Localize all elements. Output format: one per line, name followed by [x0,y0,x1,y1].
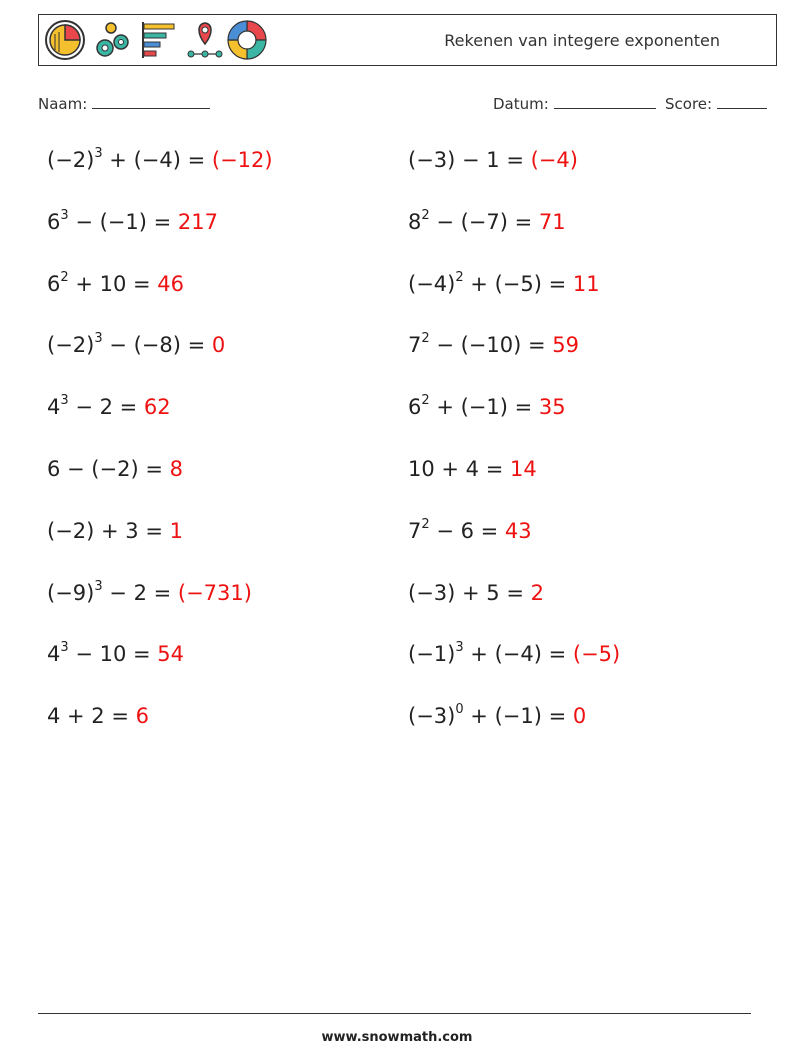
problem-expression: (−2) [47,333,95,358]
problem-exponent: 2 [60,269,69,285]
problem-expression: 4 [47,642,61,667]
date-field [493,94,656,113]
problem-12 [408,457,537,481]
problem-15 [47,578,252,605]
name-blank [92,94,210,109]
problem-exponent: 3 [94,578,103,594]
problem-expression: (−3) − 1 = [408,148,531,172]
problem-1 [47,148,273,172]
name-label: Naam: [38,95,88,113]
problem-exponent: 2 [421,516,430,532]
footer-divider [38,1013,751,1014]
problem-expression: 4 + 2 = [47,704,136,729]
worksheet-title: Rekenen van integere exponenten [444,31,720,50]
problem-answer: 8 [169,457,183,481]
problem-expression-rest: + (−1) = [463,704,573,729]
problem-19 [47,704,149,728]
problem-answer: 0 [572,704,587,729]
worksheet-header [38,14,777,66]
donut-chart-icon [225,18,269,62]
problem-exponent: 3 [60,640,69,656]
problem-17 [47,642,184,666]
problem-3 [47,207,218,234]
problem-expression-rest: − (−1) = [68,209,178,234]
problem-exponent: 2 [421,331,430,347]
problem-answer: 6 [135,704,149,729]
score-blank [717,94,767,109]
problem-expression-rest: − 2 = [68,395,144,420]
problem-answer: (−12) [211,148,273,172]
pie-chart-icon [43,18,87,62]
problem-expression-rest: + 10 = [68,271,158,296]
problem-answer: 62 [143,395,171,420]
problem-exponent: 3 [60,207,69,223]
problem-expression: 6 [408,395,422,420]
problem-expression: 7 [408,518,422,543]
problem-4 [408,207,566,234]
problem-2 [408,148,578,172]
problem-7 [47,333,225,357]
problem-expression-rest: − (−10) = [429,333,553,358]
problem-answer: 46 [157,271,185,296]
problem-expression-rest: + (−5) = [463,271,573,296]
problem-answer: 14 [509,457,537,481]
problem-expression: (−3) [408,704,456,729]
problem-answer: 1 [169,518,183,543]
problem-expression-rest: − (−8) = [102,333,212,358]
problem-expression: 10 + 4 = [408,457,510,481]
problem-exponent: 3 [455,640,464,656]
problem-exponent: 2 [421,393,430,409]
problem-expression-rest: + (−1) = [429,395,539,420]
score-field [665,94,767,113]
problem-exponent: 3 [94,146,103,161]
footer-url: www.snowmath.com [321,1030,473,1045]
problem-5 [47,269,185,296]
problem-expression: (−4) [408,271,456,296]
problem-expression: 7 [408,333,422,358]
problem-expression-rest: + (−4) = [463,642,573,667]
problem-expression: 6 [47,209,61,234]
name-field [38,94,210,113]
problem-answer: 71 [538,209,566,234]
problem-answer: (−4) [530,148,578,172]
score-label: Score: [665,95,713,113]
problem-20 [408,704,586,728]
problem-exponent: 2 [455,269,464,285]
problem-expression: (−9) [47,580,95,605]
problem-9 [47,395,171,419]
problem-expression: 6 [47,271,61,296]
problem-exponent: 3 [94,331,103,347]
problem-expression: (−3) + 5 = [408,580,531,605]
problem-expression-rest: − 2 = [102,580,178,605]
problem-answer: 2 [530,580,544,605]
problem-answer: 35 [538,395,566,420]
problem-18 [408,642,620,666]
problem-expression: (−2) [47,148,95,172]
problem-8 [408,333,579,357]
problem-expression: 4 [47,395,61,420]
problem-answer: (−5) [572,642,621,667]
problem-expression: 8 [408,209,422,234]
problem-answer: 11 [572,271,600,296]
problem-answer: (−731) [177,580,252,605]
date-blank [554,94,656,109]
problem-exponent: 2 [421,207,430,223]
problem-expression: (−2) + 3 = [47,518,170,543]
problem-10 [408,395,566,419]
gears-icon [91,18,135,62]
problem-11 [47,457,183,481]
problem-answer: 217 [177,209,218,234]
problem-exponent: 0 [455,702,464,718]
problem-expression-rest: + (−4) = [102,148,212,172]
problem-answer: 59 [552,333,579,358]
bar-chart-icon [137,18,181,62]
problem-expression-rest: − (−7) = [429,209,539,234]
problem-expression-rest: − 10 = [68,642,158,667]
problem-16 [408,581,544,605]
problem-14 [408,516,532,543]
location-pin-icon [183,18,227,62]
problem-exponent: 3 [60,393,69,409]
date-label: Datum: [493,95,549,113]
problem-6 [408,269,600,296]
problem-expression: (−1) [408,642,456,667]
problem-answer: 43 [504,518,532,543]
problem-expression-rest: − 6 = [429,518,505,543]
problem-13 [47,519,183,543]
problem-expression: 6 − (−2) = [47,457,170,481]
problem-answer: 0 [211,333,226,358]
problem-answer: 54 [157,642,185,667]
